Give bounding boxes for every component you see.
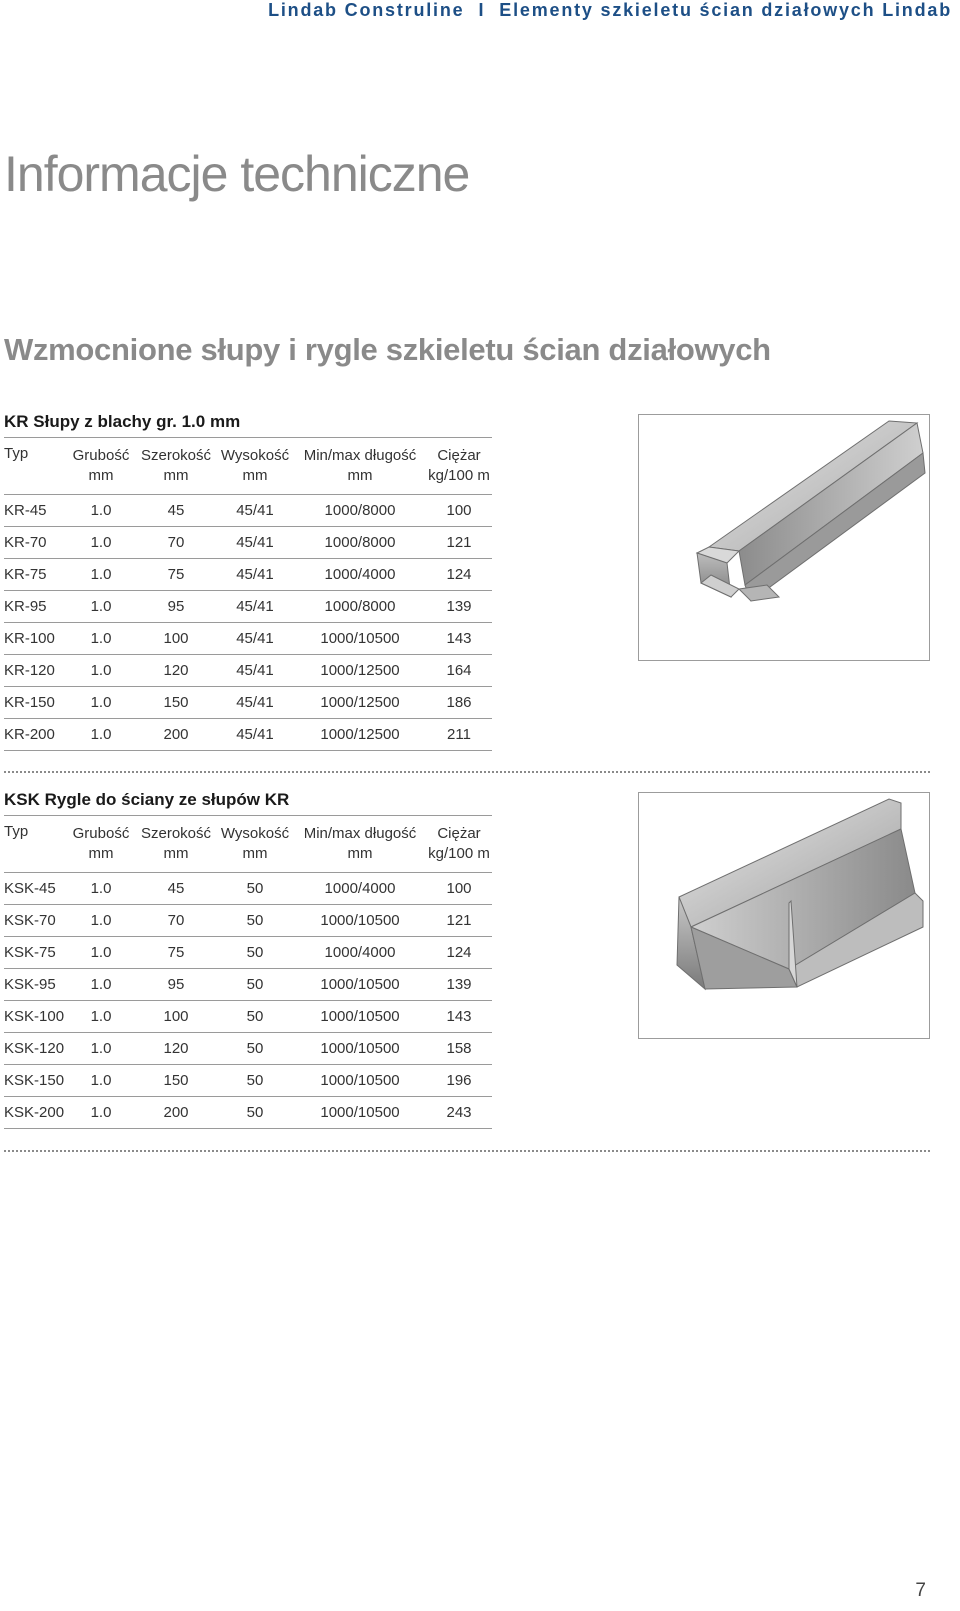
cell-typ: KR-70 — [4, 527, 66, 559]
cell-grubosc: 1.0 — [66, 655, 136, 687]
cell-wysokosc: 45/41 — [216, 655, 294, 687]
ksk-profile-illustration — [639, 793, 929, 1038]
table-row — [4, 719, 492, 751]
cell-ciezar: 243 — [426, 1097, 492, 1129]
cell-grubosc: 1.0 — [66, 495, 136, 527]
cell-szerokosc: 45 — [136, 495, 216, 527]
table-row — [4, 1065, 492, 1097]
cell-wysokosc: 50 — [216, 937, 294, 969]
ksk-table-title: KSK Rygle do ściany ze słupów KR — [4, 790, 290, 809]
cell-szerokosc: 200 — [136, 719, 216, 751]
cell-typ: KSK-120 — [4, 1033, 66, 1065]
section-divider-bottom — [4, 1150, 930, 1152]
cell-szerokosc: 120 — [136, 1033, 216, 1065]
cell-dlugosc: 1000/10500 — [294, 1097, 426, 1129]
cell-szerokosc: 120 — [136, 655, 216, 687]
kr-profile-illustration — [639, 415, 929, 660]
cell-ciezar: 143 — [426, 623, 492, 655]
cell-wysokosc: 45/41 — [216, 687, 294, 719]
page-number: 7 — [915, 1580, 926, 1601]
cell-wysokosc: 50 — [216, 1001, 294, 1033]
header-separator: I — [478, 0, 486, 20]
running-header — [268, 0, 952, 22]
ksk-table-body — [4, 873, 492, 1129]
table-row — [4, 937, 492, 969]
cell-ciezar: 143 — [426, 1001, 492, 1033]
cell-grubosc: 1.0 — [66, 1065, 136, 1097]
cell-grubosc: 1.0 — [66, 719, 136, 751]
ksk-col-ciezar: Ciężar kg/100 m — [426, 816, 492, 873]
ksk-col-wysokosc: Wysokość mm — [216, 816, 294, 873]
section-divider — [4, 771, 930, 773]
cell-wysokosc: 50 — [216, 1097, 294, 1129]
table-row — [4, 873, 492, 905]
cell-dlugosc: 1000/4000 — [294, 559, 426, 591]
cell-szerokosc: 70 — [136, 527, 216, 559]
table-row — [4, 905, 492, 937]
cell-wysokosc: 50 — [216, 873, 294, 905]
kr-col-grubosc: Grubość mm — [66, 438, 136, 495]
cell-grubosc: 1.0 — [66, 559, 136, 591]
table-row — [4, 495, 492, 527]
cell-dlugosc: 1000/10500 — [294, 969, 426, 1001]
cell-szerokosc: 45 — [136, 873, 216, 905]
cell-dlugosc: 1000/8000 — [294, 591, 426, 623]
cell-typ: KSK-45 — [4, 873, 66, 905]
cell-wysokosc: 45/41 — [216, 719, 294, 751]
cell-ciezar: 121 — [426, 527, 492, 559]
cell-szerokosc: 95 — [136, 591, 216, 623]
header-subtitle: Elementy szkieletu ścian działowych Lindab — [499, 0, 952, 20]
cell-szerokosc: 100 — [136, 623, 216, 655]
ksk-col-typ: Typ — [4, 816, 66, 873]
ksk-col-dlugosc: Min/max długość mm — [294, 816, 426, 873]
cell-dlugosc: 1000/8000 — [294, 495, 426, 527]
cell-dlugosc: 1000/12500 — [294, 687, 426, 719]
header-brand: Lindab Construline — [268, 0, 465, 20]
cell-ciezar: 186 — [426, 687, 492, 719]
cell-typ: KR-120 — [4, 655, 66, 687]
kr-col-wysokosc: Wysokość mm — [216, 438, 294, 495]
cell-typ: KSK-150 — [4, 1065, 66, 1097]
cell-ciezar: 196 — [426, 1065, 492, 1097]
table-row — [4, 559, 492, 591]
cell-ciezar: 121 — [426, 905, 492, 937]
cell-dlugosc: 1000/10500 — [294, 1065, 426, 1097]
cell-wysokosc: 50 — [216, 1033, 294, 1065]
cell-grubosc: 1.0 — [66, 1097, 136, 1129]
cell-dlugosc: 1000/10500 — [294, 1033, 426, 1065]
kr-profile-image — [638, 414, 930, 661]
table-row — [4, 655, 492, 687]
table-row — [4, 1001, 492, 1033]
cell-grubosc: 1.0 — [66, 1001, 136, 1033]
section-title: Wzmocnione słupy i rygle szkieletu ścian działowych — [4, 332, 771, 367]
cell-typ: KSK-70 — [4, 905, 66, 937]
kr-col-dlugosc: Min/max długość mm — [294, 438, 426, 495]
cell-typ: KR-150 — [4, 687, 66, 719]
cell-typ: KSK-75 — [4, 937, 66, 969]
table-row — [4, 527, 492, 559]
cell-dlugosc: 1000/10500 — [294, 623, 426, 655]
cell-szerokosc: 100 — [136, 1001, 216, 1033]
cell-grubosc: 1.0 — [66, 623, 136, 655]
cell-ciezar: 100 — [426, 873, 492, 905]
table-row — [4, 591, 492, 623]
cell-grubosc: 1.0 — [66, 1033, 136, 1065]
cell-grubosc: 1.0 — [66, 527, 136, 559]
cell-wysokosc: 45/41 — [216, 559, 294, 591]
cell-szerokosc: 70 — [136, 905, 216, 937]
cell-dlugosc: 1000/4000 — [294, 873, 426, 905]
cell-typ: KR-200 — [4, 719, 66, 751]
cell-typ: KR-75 — [4, 559, 66, 591]
table-row — [4, 969, 492, 1001]
cell-wysokosc: 45/41 — [216, 495, 294, 527]
cell-typ: KSK-95 — [4, 969, 66, 1001]
cell-szerokosc: 200 — [136, 1097, 216, 1129]
kr-header-row — [4, 438, 492, 495]
cell-ciezar: 164 — [426, 655, 492, 687]
table-row — [4, 687, 492, 719]
cell-grubosc: 1.0 — [66, 873, 136, 905]
kr-col-typ: Typ — [4, 438, 66, 495]
cell-typ: KR-95 — [4, 591, 66, 623]
cell-ciezar: 139 — [426, 591, 492, 623]
cell-ciezar: 211 — [426, 719, 492, 751]
table-row — [4, 1033, 492, 1065]
cell-wysokosc: 45/41 — [216, 623, 294, 655]
cell-typ: KSK-200 — [4, 1097, 66, 1129]
cell-dlugosc: 1000/8000 — [294, 527, 426, 559]
cell-ciezar: 124 — [426, 559, 492, 591]
page-title: Informacje techniczne — [4, 146, 470, 202]
cell-ciezar: 158 — [426, 1033, 492, 1065]
cell-szerokosc: 150 — [136, 687, 216, 719]
ksk-col-grubosc: Grubość mm — [66, 816, 136, 873]
ksk-col-szerokosc: Szerokość mm — [136, 816, 216, 873]
kr-spec-table — [4, 437, 492, 751]
table-row — [4, 623, 492, 655]
ksk-header-row — [4, 816, 492, 873]
cell-szerokosc: 95 — [136, 969, 216, 1001]
cell-typ: KR-45 — [4, 495, 66, 527]
cell-wysokosc: 50 — [216, 905, 294, 937]
cell-wysokosc: 45/41 — [216, 591, 294, 623]
ksk-spec-table — [4, 815, 492, 1129]
cell-wysokosc: 50 — [216, 1065, 294, 1097]
cell-typ: KR-100 — [4, 623, 66, 655]
cell-ciezar: 124 — [426, 937, 492, 969]
cell-dlugosc: 1000/10500 — [294, 905, 426, 937]
cell-wysokosc: 45/41 — [216, 527, 294, 559]
cell-ciezar: 100 — [426, 495, 492, 527]
cell-typ: KSK-100 — [4, 1001, 66, 1033]
cell-grubosc: 1.0 — [66, 937, 136, 969]
cell-szerokosc: 75 — [136, 937, 216, 969]
cell-dlugosc: 1000/12500 — [294, 655, 426, 687]
cell-dlugosc: 1000/4000 — [294, 937, 426, 969]
cell-grubosc: 1.0 — [66, 591, 136, 623]
cell-grubosc: 1.0 — [66, 905, 136, 937]
table-row — [4, 1097, 492, 1129]
cell-grubosc: 1.0 — [66, 687, 136, 719]
cell-dlugosc: 1000/12500 — [294, 719, 426, 751]
cell-grubosc: 1.0 — [66, 969, 136, 1001]
cell-ciezar: 139 — [426, 969, 492, 1001]
cell-wysokosc: 50 — [216, 969, 294, 1001]
kr-col-szerokosc: Szerokość mm — [136, 438, 216, 495]
cell-szerokosc: 75 — [136, 559, 216, 591]
kr-table-body — [4, 495, 492, 751]
cell-dlugosc: 1000/10500 — [294, 1001, 426, 1033]
ksk-profile-image — [638, 792, 930, 1039]
kr-col-ciezar: Ciężar kg/100 m — [426, 438, 492, 495]
kr-table-title: KR Słupy z blachy gr. 1.0 mm — [4, 412, 241, 431]
cell-szerokosc: 150 — [136, 1065, 216, 1097]
